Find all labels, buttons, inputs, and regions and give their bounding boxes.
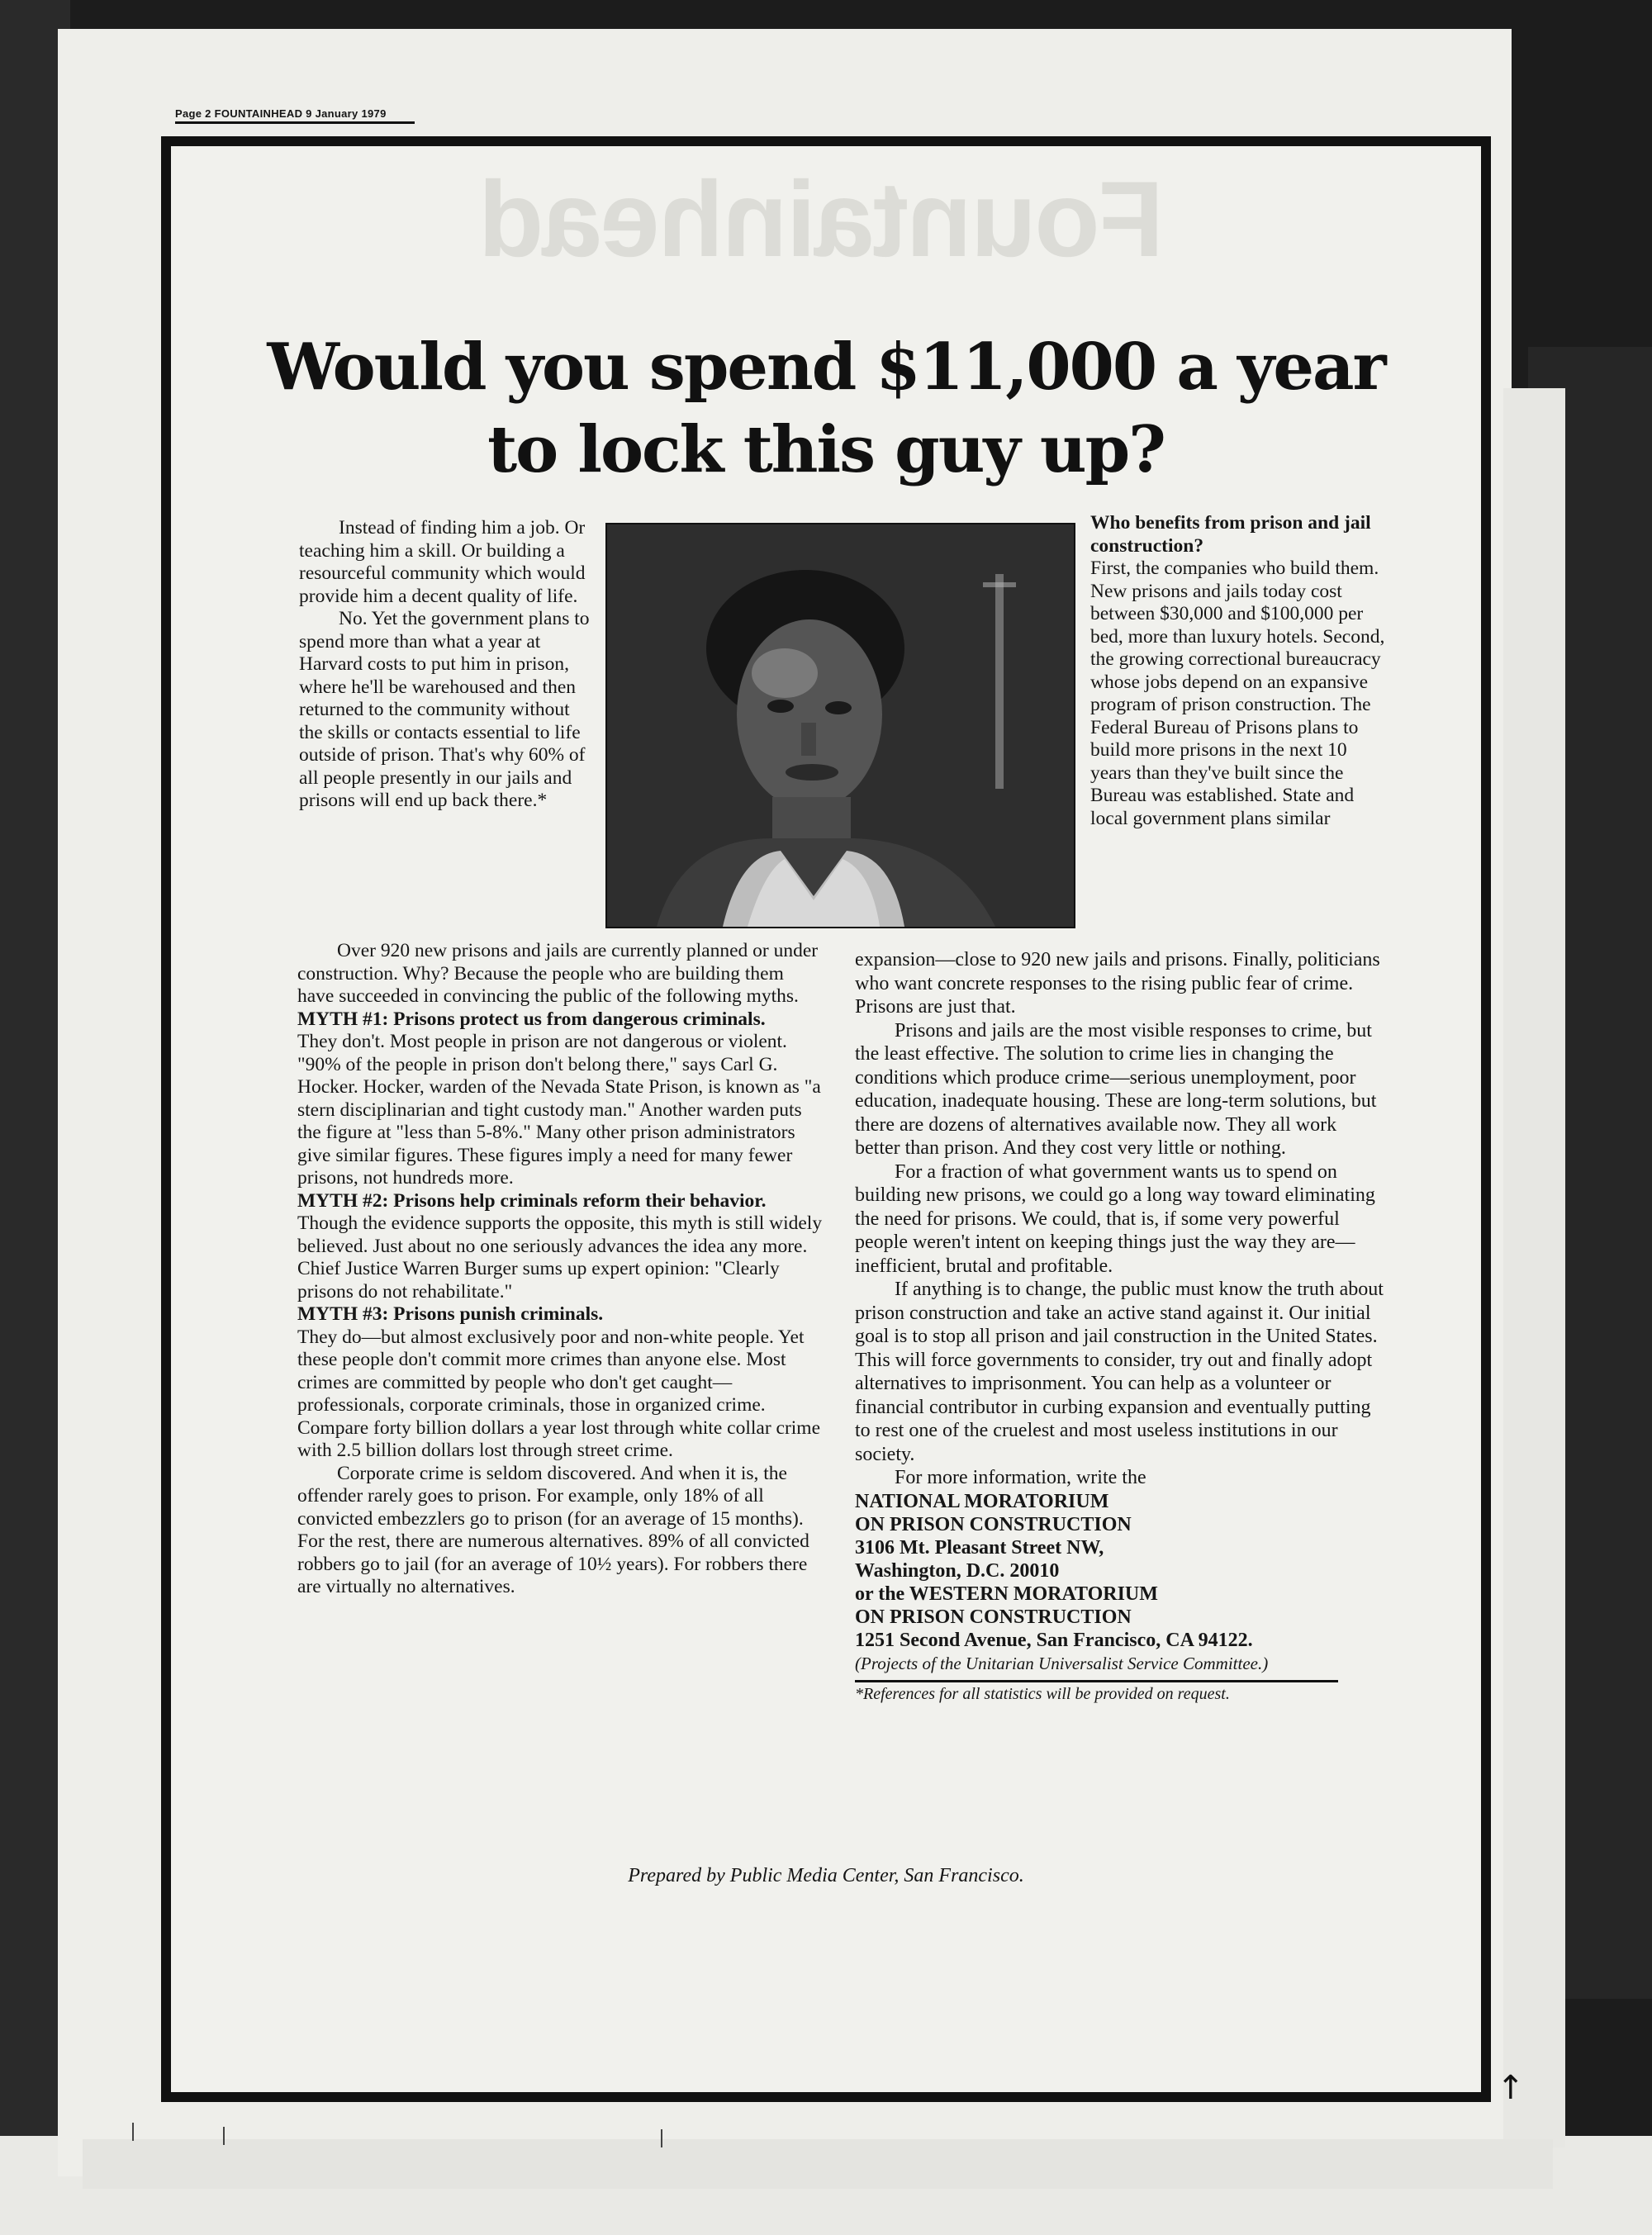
corporate-crime-paragraph: Corporate crime is seldom discovered. And when it is, the offender rarely goes to prison. For example, only 18% of all convicted embezzlers go to prison (for an average of 15 months). For the rest, there are numerous alternatives. 89% of all convicted robbers go to jail (for an average of 10½ years). For robbers there are virtually no alternatives. (297, 1462, 809, 1597)
org-2-name-line-2: ON PRISON CONSTRUCTION (855, 1606, 1132, 1628)
call-to-action-paragraph: If anything is to change, the public must know the truth about prison construction and take an active stand against it. Our initial goal is to stop all prison and jail construction in the United States. This will force governments to consider, try out and finally adopt alternatives to imprisonment. You can help as a volunteer or financial contributor in curbing expansion and eventually putting to rest one of the cruelest and most useless institutions in our society. (855, 1279, 1384, 1465)
fraction-paragraph: For a fraction of what government wants us to spend on building new prisons, we could go a long way toward eliminating the need for prisons. We could, that is, if some very powerful people weren't intent on keeping things just the way they are—inefficient, brutal and profitable. (855, 1160, 1375, 1277)
intro-column (299, 517, 590, 813)
headline-line-2: to lock this guy up? (487, 412, 1165, 487)
more-info-line: For more information, write the (895, 1467, 1146, 1488)
org-2-name-line-1: or the WESTERN MORATORIUM (855, 1583, 1158, 1605)
portrait-illustration (607, 524, 1074, 927)
org-1-name-line-2: ON PRISON CONSTRUCTION (855, 1513, 1132, 1535)
page-header: Page 2 FOUNTAINHEAD 9 January 1979 (175, 107, 415, 124)
edge-mark (661, 2129, 662, 2147)
myth-3-title: MYTH #3: Prisons punish criminals. (297, 1303, 604, 1325)
solutions-column (855, 948, 1384, 1706)
org-2-address: 1251 Second Avenue, San Francisco, CA 94122. (855, 1629, 1253, 1651)
footnote: *References for all statistics will be provided on request. (855, 1685, 1230, 1703)
paper-edge (1503, 388, 1565, 2147)
solutions-paragraph: Prisons and jails are the most visible responses to crime, but the least effective. The solution to crime lies in changing the conditions which produce crime—serious unemployment, poor education, inadequate housing. These are long-term solutions, but there are dozens of alternatives available now. They all work better than prison. And they cost very little or nothing. (855, 1019, 1377, 1159)
beneficiaries-body: First, the companies who build them. New prisons and jails today cost between $30,000 and $100,000 per bed, more than luxury hotels. Second, the growing correctional bureaucracy whose jobs depend on an expansive program of prison construction. The Federal Bureau of Prisons plans to build more prisons in the next 10 years than they've built since the Bureau was established. State and local government plans similar (1090, 558, 1385, 829)
beneficiaries-column (1090, 512, 1392, 830)
myths-intro: Over 920 new prisons and jails are currently planned or under construction. Why? Because the people who are building them have succeeded in convincing the public of the following myths. (297, 940, 819, 1007)
edge-mark (132, 2123, 134, 2141)
org-1-address-1: 3106 Mt. Pleasant Street NW, (855, 1536, 1104, 1559)
sponsor-note: (Projects of the Unitarian Universalist Service Committee.) (855, 1653, 1269, 1673)
portrait-photo (605, 523, 1075, 928)
myths-column (297, 940, 823, 1599)
beneficiaries-title: Who benefits from prison and jail construction? (1090, 512, 1371, 557)
bleed-through-masthead: Fountainhead (479, 159, 1165, 279)
myth-3-body: They do—but almost exclusively poor and non-white people. Yet these people don't commit more crimes than anyone else. Most crimes are committed by people who don't get caught—professionals, corporate criminals, those in organized crime. Compare forty billion dollars a year lost through white collar crime with 2.5 billion dollars lost through street crime. (297, 1326, 821, 1461)
paper-fold (83, 2139, 1553, 2189)
myth-1-title: MYTH #1: Prisons protect us from dangerous criminals. (297, 1008, 766, 1030)
intro-paragraph-1: Instead of finding him a job. Or teaching him a skill. Or building a resourceful community which would provide him a decent quality of life. (299, 517, 586, 607)
intro-paragraph-2: No. Yet the government plans to spend more than what a year at Harvard costs to put him in prison, where he'll be warehoused and then returned to the community without the skills or contacts essential to life outside of prison. That's why 60% of all people presently in our jails and prisons will end up back there.* (299, 608, 590, 811)
org-1-name-line-1: NATIONAL MORATORIUM (855, 1490, 1109, 1512)
myth-2-title: MYTH #2: Prisons help criminals reform their behavior. (297, 1189, 767, 1212)
ad-headline (215, 326, 1437, 491)
org-1-address-2: Washington, D.C. 20010 (855, 1559, 1060, 1582)
prepared-by-credit: Prepared by Public Media Center, San Francisco. (628, 1865, 1024, 1886)
up-arrow-icon: ↑ (1497, 2069, 1525, 2107)
beneficiaries-continued: expansion—close to 920 new jails and prisons. Finally, politicians who want concrete responses to the rising public fear of crime. Prisons are just that. (855, 949, 1380, 1018)
headline-line-1: Would you spend $11,000 a year (267, 330, 1385, 405)
myth-2-body: Though the evidence supports the opposite, this myth is still widely believed. Just about no one seriously advances the idea any more. Chief Justice Warren Burger sums up expert opinion: "Clearly prisons do not rehabilitate." (297, 1212, 823, 1303)
myth-1-body: They don't. Most people in prison are not dangerous or violent. "90% of the people in prison don't belong there," says Carl G. Hocker. Hocker, warden of the Nevada State Prison, is known as "a stern disciplinarian and tight custody man." Another warden puts the figure at "less than 5-8%." Many other prison administrators give similar figures. These figures imply a need for many fewer prisons, not hundreds more. (297, 1031, 821, 1189)
edge-mark (223, 2127, 225, 2145)
contact-block (855, 1490, 1384, 1676)
